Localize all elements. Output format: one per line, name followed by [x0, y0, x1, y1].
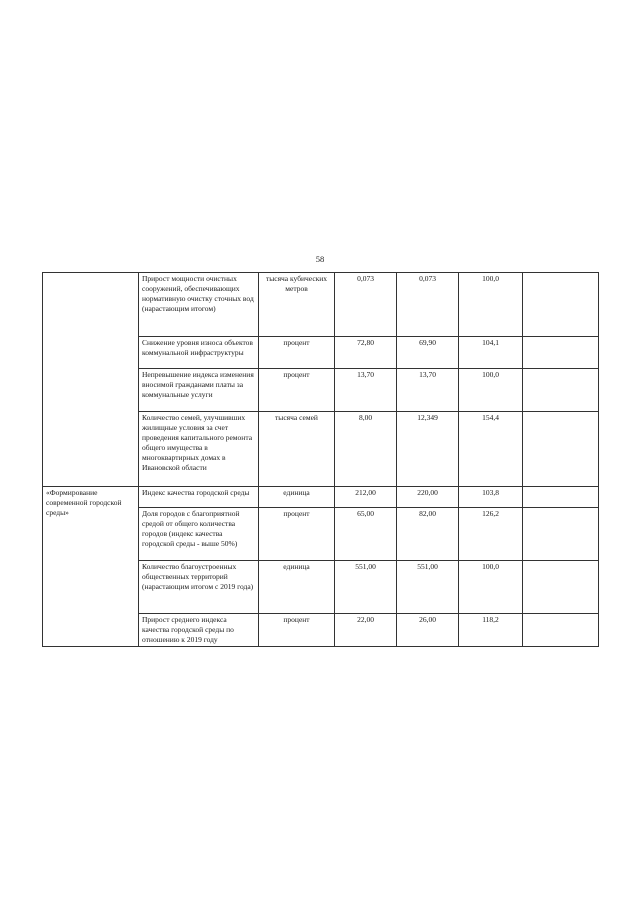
value-cell: 8,00: [335, 412, 397, 487]
indicator-cell: Количество семей, улучшивших жилищные условия за счет проведения капитального ремонта общего имущества в многоквартирных домах в Ивановской области: [139, 412, 259, 487]
value-cell: 69,90: [397, 337, 459, 369]
value-cell: 12,349: [397, 412, 459, 487]
indicator-cell: Прирост мощности очистных сооружений, обеспечивающих нормативную очистку сточных вод (нарастающим итогом): [139, 273, 259, 337]
value-cell: 220,00: [397, 487, 459, 508]
unit-cell: тысяча кубических метров: [259, 273, 335, 337]
note-cell: [523, 337, 599, 369]
value-cell: 72,80: [335, 337, 397, 369]
unit-cell: единица: [259, 561, 335, 614]
value-cell: 551,00: [335, 561, 397, 614]
value-cell: 65,00: [335, 508, 397, 561]
value-cell: 0,073: [397, 273, 459, 337]
note-cell: [523, 561, 599, 614]
indicator-cell: Индекс качества городской среды: [139, 487, 259, 508]
page-number: 58: [315, 254, 325, 264]
unit-cell: тысяча семей: [259, 412, 335, 487]
group-cell: [43, 273, 139, 487]
indicator-cell: Снижение уровня износа объектов коммунальной инфраструктуры: [139, 337, 259, 369]
value-cell: 100,0: [459, 369, 523, 412]
unit-cell: единица: [259, 487, 335, 508]
value-cell: 154,4: [459, 412, 523, 487]
value-cell: 100,0: [459, 561, 523, 614]
table-row: [43, 273, 599, 337]
indicator-cell: Прирост среднего индекса качества городской среды по отношению к 2019 году: [139, 614, 259, 647]
value-cell: 100,0: [459, 273, 523, 337]
value-cell: 26,00: [397, 614, 459, 647]
value-cell: 103,8: [459, 487, 523, 508]
note-cell: [523, 369, 599, 412]
indicator-cell: Доля городов с благоприятной средой от общего количества городов (индекс качества городской среды - выше 50%): [139, 508, 259, 561]
value-cell: 212,00: [335, 487, 397, 508]
unit-cell: процент: [259, 614, 335, 647]
group-cell: «Формирование современной городской среды»: [43, 487, 139, 647]
value-cell: 0,073: [335, 273, 397, 337]
indicator-cell: Количество благоустроенных общественных территорий (нарастающим итогом с 2019 года): [139, 561, 259, 614]
unit-cell: процент: [259, 508, 335, 561]
table-row: [43, 487, 599, 508]
indicator-cell: Непревышение индекса изменения вносимой гражданами платы за коммунальные услуги: [139, 369, 259, 412]
note-cell: [523, 614, 599, 647]
unit-cell: процент: [259, 369, 335, 412]
indicators-table: [42, 272, 599, 647]
value-cell: 118,2: [459, 614, 523, 647]
note-cell: [523, 487, 599, 508]
note-cell: [523, 412, 599, 487]
value-cell: 104,1: [459, 337, 523, 369]
note-cell: [523, 273, 599, 337]
value-cell: 82,00: [397, 508, 459, 561]
value-cell: 551,00: [397, 561, 459, 614]
note-cell: [523, 508, 599, 561]
value-cell: 13,70: [397, 369, 459, 412]
value-cell: 22,00: [335, 614, 397, 647]
value-cell: 126,2: [459, 508, 523, 561]
value-cell: 13,70: [335, 369, 397, 412]
unit-cell: процент: [259, 337, 335, 369]
